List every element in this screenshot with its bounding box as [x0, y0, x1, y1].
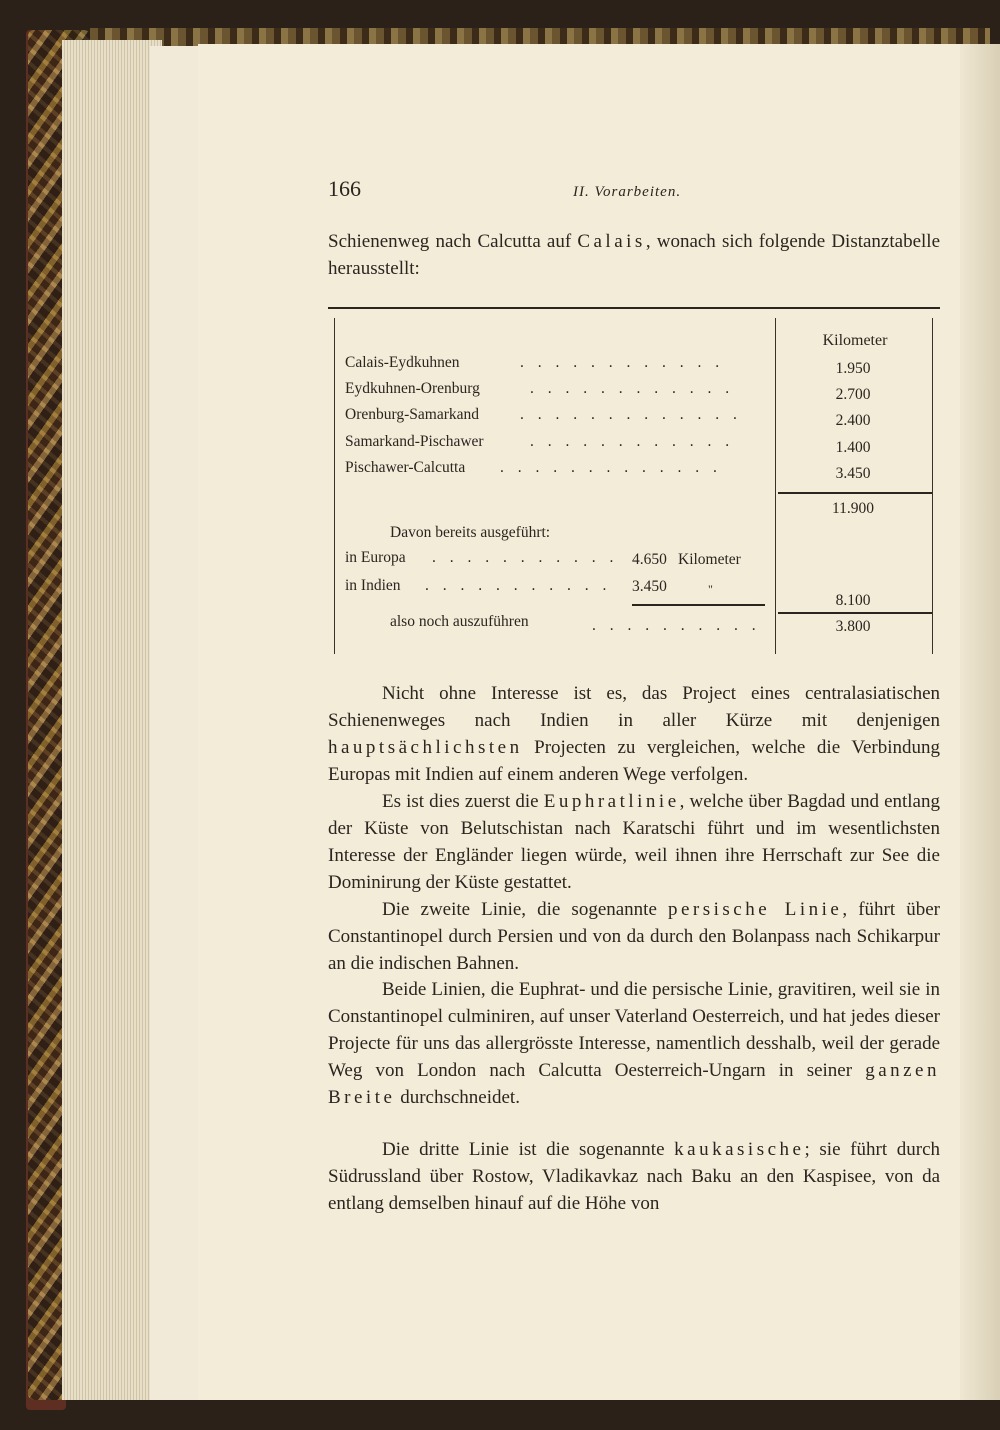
paragraph-text: Die zweite Linie, die sogenannte: [382, 899, 668, 920]
paragraph-3: [328, 896, 940, 977]
route-label: Calais-Eydkuhnen: [345, 354, 460, 371]
intro-text-spaced: Calais: [577, 231, 646, 252]
spaced-emphasis: kaukasische: [674, 1139, 805, 1160]
table-left-rule: [334, 318, 335, 654]
paragraph-2: [328, 788, 940, 896]
route-km: 3.450: [835, 465, 871, 482]
done-label: in Europa: [345, 549, 406, 566]
running-head: II. Vorarbeiten.: [573, 184, 682, 200]
done-value: 4.650: [632, 551, 667, 568]
sub-sum-rule: [632, 604, 765, 606]
paragraph-text: Nicht ohne Interesse ist es, das Project eines centralasiatischen Schienenweges nach Indien in aller Kürze mit denjenigen: [328, 683, 940, 731]
table-right-rule: [932, 318, 933, 654]
leader-dots: . . . . . . . . . . . . .: [520, 406, 742, 423]
total-km: 11.900: [831, 500, 875, 517]
intro-paragraph: [328, 228, 940, 282]
intro-text-a: Schienenweg nach Calcutta auf: [328, 231, 578, 252]
page-number: 166: [328, 176, 361, 201]
route-km: 1.950: [835, 360, 871, 377]
intro-text-b: , wonach sich folgende Distanztabelle herausstellt:: [328, 231, 941, 279]
paragraph-1: [328, 680, 940, 788]
remaining-km: 3.800: [835, 618, 871, 635]
spaced-emphasis: persische Linie: [667, 899, 843, 920]
page-stack-edges: [62, 40, 162, 1400]
spaced-emphasis: ganzen Breite: [328, 1060, 940, 1108]
sub-heading: Davon bereits ausgeführt:: [390, 524, 551, 541]
paragraph-text: Es ist dies zuerst die: [382, 791, 544, 812]
paragraph-text: Die dritte Linie ist die sogenannte: [382, 1139, 675, 1160]
sum-rule: [778, 492, 932, 494]
done-value: 3.450: [632, 578, 667, 595]
page-header: [328, 172, 948, 202]
done-label: in Indien: [345, 577, 401, 594]
table-column-rule: [775, 318, 776, 654]
leader-dots: . . . . . . . . . . .: [432, 549, 619, 566]
route-label: Samarkand-Pischawer: [345, 433, 484, 450]
spaced-emphasis: Euphratlinie: [543, 791, 680, 812]
paragraph-5: [328, 1136, 940, 1217]
table-top-rule: [328, 307, 940, 309]
route-label: Orenburg-Samarkand: [345, 406, 480, 423]
paragraph-text: , welche über Bagdad und entlang der Küste von Belutschistan nach Karatschi führt und im wesentlichsten Interesse der Engländer liegen würde, weil ihnen ihre Herrschaft zur See die Dominirung der Küste gestattet.: [328, 791, 940, 893]
done-unit: Kilometer: [678, 551, 741, 568]
route-label: Eydkuhnen-Orenburg: [345, 380, 480, 397]
route-km: 2.700: [835, 386, 871, 403]
leader-dots: . . . . . . . . . .: [592, 617, 761, 634]
ditto-mark: ": [708, 582, 713, 596]
page-leaf: [150, 46, 202, 1400]
paragraph-4: [328, 976, 940, 1111]
leader-dots: . . . . . . . . . . .: [425, 577, 612, 594]
page-gutter-shade: [960, 44, 1000, 1400]
done-total-km: 8.100: [835, 592, 871, 609]
paragraph-text: ; sie führt durch Südrussland über Rostow, Vladikavkaz nach Baku an den Kaspisee, von da entlang demselben hinauf auf die Höhe von: [328, 1139, 941, 1214]
leader-dots: . . . . . . . . . . . . .: [500, 459, 722, 476]
remaining-label: also noch auszuführen: [390, 613, 529, 630]
leader-dots: . . . . . . . . . . . .: [530, 433, 735, 450]
leader-dots: . . . . . . . . . . . .: [520, 354, 725, 371]
route-km: 2.400: [835, 412, 871, 429]
route-km: 1.400: [835, 439, 871, 456]
paragraph-text: , führt über Constantinopel durch Persien und von da durch den Bolanpass nach Schikarpur an die indischen Bahnen.: [328, 899, 940, 974]
paragraph-text: Beide Linien, die Euphrat- und die persische Linie, gravitiren, weil sie in Constantinopel culminiren, auf unser Vaterland Oesterreich, und hat jedes dieser Projecte für uns das allergrösste Interesse, namentlich desshalb, weil der gerade Weg von London nach Calcutta Oesterreich-Ungarn in seiner: [328, 979, 940, 1081]
route-label: Pischawer-Calcutta: [345, 459, 466, 476]
paragraph-text: Projecten zu vergleichen, welche die Verbindung Europas mit Indien auf einem anderen Wege verfolgen.: [328, 737, 940, 785]
leader-dots: . . . . . . . . . . . .: [530, 380, 735, 397]
diff-rule: [778, 612, 932, 614]
paragraph-text: durchschneidet.: [395, 1087, 520, 1108]
spaced-emphasis: hauptsächlichsten: [328, 737, 523, 758]
unit-header: Kilometer: [822, 332, 888, 349]
